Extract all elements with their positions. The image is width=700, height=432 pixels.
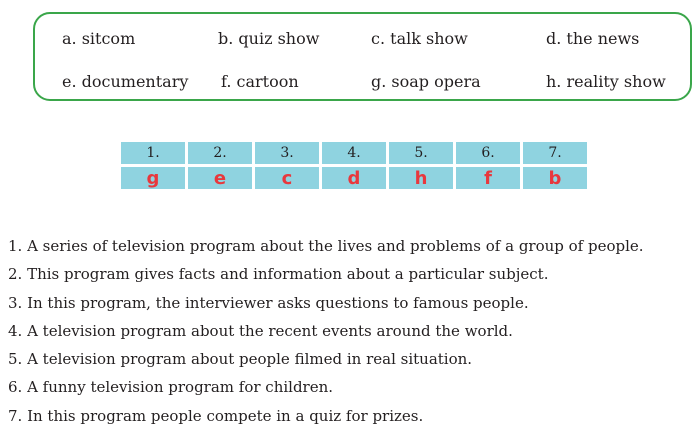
option-g: g. soap opera <box>371 72 481 91</box>
option-a: a. sitcom <box>62 29 136 48</box>
number-cell-7: 7. <box>523 142 587 164</box>
number-cell-1: 1. <box>121 142 185 164</box>
answer-cell-7: b <box>523 167 587 189</box>
tv-program-options-box <box>33 12 692 101</box>
answer-cell-3: c <box>255 167 319 189</box>
question-item-3: 3. In this program, the interviewer asks questions to famous people. <box>8 293 529 312</box>
question-item-7: 7. In this program people compete in a quiz for prizes. <box>8 406 424 425</box>
number-cell-2: 2. <box>188 142 252 164</box>
question-item-6: 6. A funny television program for children. <box>8 378 334 397</box>
answer-cell-1: g <box>121 167 185 189</box>
question-list <box>8 232 644 430</box>
question-item-5: 5. A television program about people filmed in real situation. <box>8 350 473 369</box>
option-c: c. talk show <box>371 29 468 48</box>
option-h: h. reality show <box>546 72 666 91</box>
question-item-4: 4. A television program about the recent events around the world. <box>8 321 513 340</box>
question-item-1: 1. A series of television program about the lives and problems of a group of people. <box>8 237 644 255</box>
answer-table-number-row <box>121 142 587 164</box>
answer-cell-5: h <box>389 167 453 189</box>
option-f: f. cartoon <box>221 72 299 91</box>
answer-table <box>118 139 590 192</box>
number-cell-3: 3. <box>255 142 319 164</box>
number-cell-4: 4. <box>322 142 386 164</box>
number-cell-5: 5. <box>389 142 453 164</box>
option-b: b. quiz show <box>218 29 320 48</box>
option-d: d. the news <box>546 29 640 48</box>
answer-cell-2: e <box>188 167 252 189</box>
number-cell-6: 6. <box>456 142 520 164</box>
option-e: e. documentary <box>62 72 189 91</box>
answer-cell-6: f <box>456 167 520 189</box>
answer-table-answer-row <box>121 167 587 189</box>
answer-cell-4: d <box>322 167 386 189</box>
question-item-2: 2. This program gives facts and information about a particular subject. <box>8 265 549 284</box>
